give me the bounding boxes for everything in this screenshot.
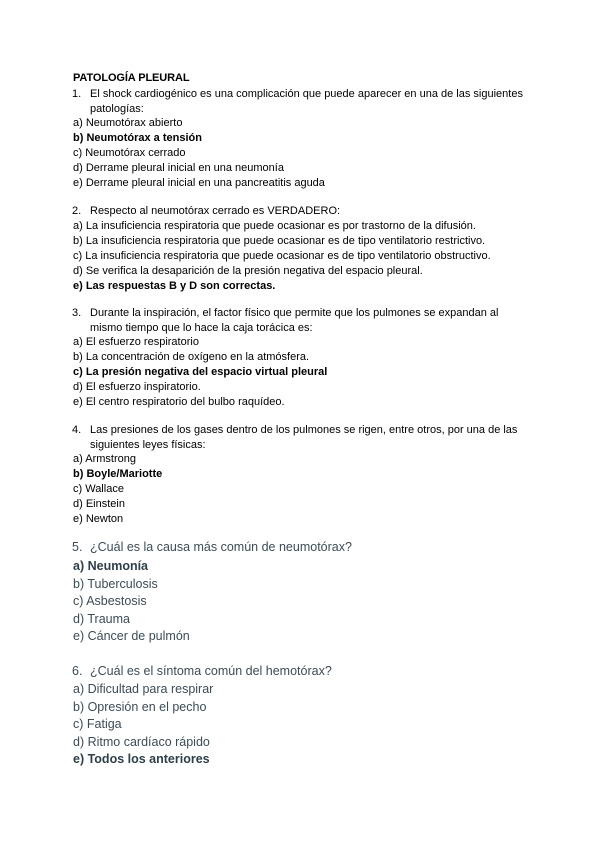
question-stem: Durante la inspiración, el factor físico que permite que los pulmones se expandan al mismo tiempo que lo hace la caja torácica es:	[90, 307, 499, 334]
question-stem: Respecto al neumotórax cerrado es VERDADERO:	[90, 205, 341, 217]
option-e: e) Cáncer de pulmón	[73, 629, 190, 644]
option-d: d) Trauma	[73, 611, 130, 626]
option-list	[73, 116, 325, 191]
option-list	[73, 452, 162, 527]
question-number: 4.	[72, 424, 82, 436]
question-stem: Las presiones de los gases dentro de los pulmones se rigen, entre otros, por una de las siguientes leyes físicas:	[90, 424, 518, 451]
option-b: b) Opresión en el pecho	[73, 699, 207, 714]
option-d: d) El esfuerzo inspiratorio.	[73, 381, 201, 394]
question-stem: ¿Cuál es la causa más común de neumotórax?	[90, 540, 352, 554]
option-c: c) La insuficiencia respiratoria que puede ocasionar es de tipo ventilatorio obstructivo.	[73, 250, 491, 263]
option-e: e) Newton	[73, 513, 124, 526]
option-list	[73, 681, 213, 769]
document-title: PATOLOGÍA PLEURAL	[73, 72, 190, 84]
question-stem: ¿Cuál es el síntoma común del hemotórax?	[90, 664, 332, 678]
option-b: b) La insuficiencia respiratoria que puede ocasionar es de tipo ventilatorio restrictivo.	[73, 235, 486, 248]
question-text	[72, 539, 550, 556]
option-b: b) Tuberculosis	[73, 576, 158, 591]
question-text	[72, 306, 530, 336]
option-d: d) Einstein	[73, 498, 125, 511]
option-e-correct: e) Las respuestas B y D son correctas.	[73, 280, 276, 293]
question-number: 2.	[72, 205, 82, 217]
option-list	[73, 558, 190, 646]
option-b-correct: b) Boyle/Mariotte	[73, 468, 163, 481]
option-b-correct: b) Neumotórax a tensión	[73, 132, 202, 145]
question-text	[72, 204, 530, 219]
option-e: e) Derrame pleural inicial en una pancreatitis aguda	[73, 177, 325, 190]
option-a: a) Neumotórax abierto	[73, 117, 183, 129]
option-d: d) Derrame pleural inicial en una neumonía	[73, 162, 284, 175]
question-number: 5.	[72, 540, 83, 554]
question-text	[72, 663, 550, 680]
option-list	[73, 219, 491, 294]
option-c: c) Asbestosis	[73, 594, 147, 609]
option-c: c) Fatiga	[73, 717, 122, 732]
option-b: b) La concentración de oxígeno en la atmósfera.	[73, 351, 310, 364]
option-e-correct: e) Todos los anteriores	[73, 752, 210, 767]
question-number: 3.	[72, 307, 82, 319]
option-a: a) El esfuerzo respiratorio	[73, 336, 199, 348]
question-stem: El shock cardiogénico es una complicación que puede aparecer en una de las siguientes patologías:	[90, 88, 523, 115]
option-list	[73, 335, 327, 410]
option-c: c) Neumotórax cerrado	[73, 147, 186, 160]
question-number: 1.	[72, 88, 82, 100]
question-text	[72, 87, 530, 117]
option-a: a) Dificultad para respirar	[73, 682, 214, 696]
option-d: d) Ritmo cardíaco rápido	[73, 734, 210, 749]
option-a: a) Armstrong	[73, 453, 136, 465]
question-text	[72, 423, 530, 453]
option-a-correct: a) Neumonía	[73, 559, 149, 573]
option-c-correct: c) La presión negativa del espacio virtual pleural	[73, 366, 328, 379]
option-d: d) Se verifica la desaparición de la presión negativa del espacio pleural.	[73, 265, 423, 278]
option-e: e) El centro respiratorio del bulbo raquídeo.	[73, 396, 285, 409]
option-c: c) Wallace	[73, 483, 124, 496]
question-number: 6.	[72, 664, 83, 678]
option-a: a) La insuficiencia respiratoria que puede ocasionar es por trastorno de la difusión.	[73, 220, 476, 232]
